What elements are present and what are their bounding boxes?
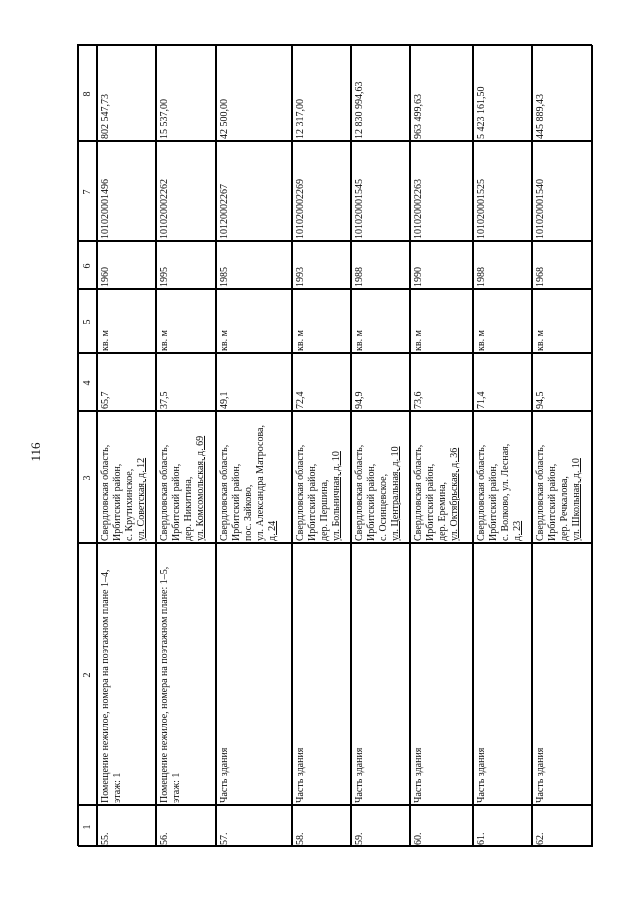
table-cell-unit [351, 289, 410, 353]
address-text [219, 415, 291, 541]
table-cell-area [351, 353, 410, 411]
address-text [413, 415, 472, 541]
table-cell-inventory-number [216, 141, 292, 241]
table-cell-year-built [156, 241, 216, 289]
header-cell-2 [78, 543, 97, 805]
address-line: с. Крутихинское, [124, 468, 135, 541]
header-cell-4 [78, 353, 97, 411]
table-cell-year-built [216, 241, 292, 289]
unit-text: кв. м [159, 330, 170, 351]
table-cell-inventory-number [473, 141, 532, 241]
area-text: 37,5 [159, 391, 170, 409]
object-name-text: Помещение нежилое, номера на поэтажном плане 1–4, этаж: 1 [100, 569, 123, 803]
table-cell-object-name [292, 543, 351, 805]
table-cell-book-value [216, 45, 292, 141]
inventory-number-text: 101020002263 [413, 179, 424, 239]
address-line: ул. Центральная, д. 10 [390, 446, 401, 541]
year-built-text: 1995 [159, 267, 170, 287]
area-text: 65,7 [100, 391, 111, 409]
table-cell-object-name [532, 543, 593, 805]
book-value-text: 12 830 994,63 [354, 81, 365, 139]
table-cell-area [216, 353, 292, 411]
table-cell-inventory-number [292, 141, 351, 241]
table-cell-area [292, 353, 351, 411]
address-text [535, 415, 592, 541]
address-line: Свердловская область, [413, 444, 424, 541]
address-line: Ирбитский район, [231, 463, 242, 541]
table-cell-area [97, 353, 156, 411]
address-line: Ирбитский район, [171, 463, 182, 541]
row-number-text: 56. [159, 832, 170, 845]
unit-text: кв. м [219, 330, 230, 351]
table-cell-address [532, 411, 593, 543]
book-value-text: 42 500,00 [219, 99, 230, 139]
area-text: 71,4 [476, 391, 487, 409]
header-label: 8 [82, 91, 93, 97]
table-cell-area [156, 353, 216, 411]
table-cell-address [351, 411, 410, 543]
row-number-text: 55. [100, 832, 111, 845]
table-cell-year-built [410, 241, 473, 289]
page-number: 116 [28, 442, 43, 462]
property-table [77, 44, 592, 846]
address-line: дер. Еремина, [437, 481, 448, 541]
header-cell-6 [78, 241, 97, 289]
row-number-text: 60. [413, 832, 424, 845]
object-name-text: Часть здания [219, 747, 230, 803]
table-cell-unit [216, 289, 292, 353]
header-label: 1 [82, 824, 93, 830]
inventory-number-text: 101020001545 [354, 179, 365, 239]
book-value-text: 802 547,73 [100, 94, 111, 139]
table-cell-object-name [216, 543, 292, 805]
object-name-text: Часть здания [295, 747, 306, 803]
address-line: дер. Першина, [319, 479, 330, 541]
header-label: 3 [82, 475, 93, 481]
address-line: Ирбитский район, [112, 463, 123, 541]
table-cell-row-number [410, 805, 473, 847]
header-label: 6 [82, 263, 93, 269]
address-line: Ирбитский район, [366, 463, 377, 541]
table-cell-inventory-number [532, 141, 593, 241]
row-number-text: 57. [219, 832, 230, 845]
unit-text: кв. м [535, 330, 546, 351]
unit-text: кв. м [354, 330, 365, 351]
row-number-text: 59. [354, 832, 365, 845]
row-number-text: 58. [295, 832, 306, 845]
book-value-text: 963 499,63 [413, 94, 424, 139]
address-line: ул. Советская, д. 12 [136, 457, 147, 541]
year-built-text: 1988 [354, 267, 365, 287]
address-line: д. 23 [512, 520, 523, 541]
address-line: Свердловская область, [476, 444, 487, 541]
object-name-text: Помещение нежилое, номера на поэтажном плане: 1–5, этаж: 1 [159, 566, 182, 803]
table-cell-book-value [97, 45, 156, 141]
inventory-number-text: 101020001525 [476, 179, 487, 239]
book-value-text: 5 423 161,50 [476, 86, 487, 139]
book-value-text: 12 317,00 [295, 99, 306, 139]
table-cell-unit [97, 289, 156, 353]
address-line: Ирбитский район, [425, 463, 436, 541]
table-cell-inventory-number [97, 141, 156, 241]
table-cell-book-value [532, 45, 593, 141]
table-cell-row-number [292, 805, 351, 847]
address-line: Свердловская область, [159, 444, 170, 541]
year-built-text: 1988 [476, 267, 487, 287]
table-cell-book-value [292, 45, 351, 141]
table-cell-unit [156, 289, 216, 353]
table-cell-book-value [156, 45, 216, 141]
address-text [295, 415, 350, 541]
table-cell-book-value [351, 45, 410, 141]
unit-text: кв. м [476, 330, 487, 351]
header-cell-1 [78, 805, 97, 847]
address-line: с. Волково, ул. Лесная, [500, 443, 511, 541]
table-cell-object-name [351, 543, 410, 805]
table-cell-row-number [351, 805, 410, 847]
address-line: ул. Александра Матросова, [255, 425, 266, 541]
address-text [354, 415, 409, 541]
header-label: 2 [82, 672, 93, 678]
header-cell-7 [78, 141, 97, 241]
address-text [159, 415, 215, 541]
inventory-number-text: 101020002262 [159, 179, 170, 239]
area-text: 72,4 [295, 391, 306, 409]
inventory-number-text: 10120002267 [219, 184, 230, 239]
table-cell-address [292, 411, 351, 543]
table-cell-inventory-number [410, 141, 473, 241]
book-value-text: 445 889,43 [535, 94, 546, 139]
table-cell-unit [532, 289, 593, 353]
area-text: 94,9 [354, 391, 365, 409]
address-text [476, 415, 531, 541]
table-cell-year-built [351, 241, 410, 289]
address-line: Свердловская область, [535, 444, 546, 541]
address-line: Ирбитский район, [488, 463, 499, 541]
address-text [100, 415, 155, 541]
header-label: 4 [82, 380, 93, 386]
area-text: 49,1 [219, 391, 230, 409]
inventory-number-text: 101020002269 [295, 179, 306, 239]
address-line: ул. Октябрьская, д. 36 [449, 447, 460, 541]
address-line: ул. Больничная, д. 10 [331, 451, 342, 541]
table-cell-area [473, 353, 532, 411]
table-cell-address [97, 411, 156, 543]
table-cell-area [532, 353, 593, 411]
table-cell-address [473, 411, 532, 543]
table-cell-address [156, 411, 216, 543]
table-cell-row-number [156, 805, 216, 847]
table-cell-unit [473, 289, 532, 353]
unit-text: кв. м [295, 330, 306, 351]
table-cell-year-built [532, 241, 593, 289]
table-cell-inventory-number [156, 141, 216, 241]
year-built-text: 1960 [100, 267, 111, 287]
unit-text: кв. м [413, 330, 424, 351]
address-line: Свердловская область, [219, 444, 230, 541]
area-text: 94,5 [535, 391, 546, 409]
area-text: 73,6 [413, 391, 424, 409]
header-cell-8 [78, 45, 97, 141]
header-cell-3 [78, 411, 97, 543]
table-cell-object-name [156, 543, 216, 805]
table-cell-address [410, 411, 473, 543]
header-label: 5 [82, 319, 93, 325]
table-cell-book-value [410, 45, 473, 141]
year-built-text: 1968 [535, 267, 546, 287]
table-cell-unit [292, 289, 351, 353]
object-name-text: Часть здания [354, 747, 365, 803]
year-built-text: 1985 [219, 267, 230, 287]
object-name-text: Часть здания [413, 747, 424, 803]
header-label: 7 [82, 189, 93, 195]
address-line: д. 24 [267, 520, 278, 541]
object-name-text: Часть здания [476, 747, 487, 803]
table-cell-object-name [410, 543, 473, 805]
year-built-text: 1993 [295, 267, 306, 287]
table-cell-row-number [532, 805, 593, 847]
address-line: Ирбитский район, [547, 463, 558, 541]
unit-text: кв. м [100, 330, 111, 351]
table-cell-address [216, 411, 292, 543]
table-cell-object-name [473, 543, 532, 805]
table-cell-object-name [97, 543, 156, 805]
table-cell-book-value [473, 45, 532, 141]
row-number-text: 62. [535, 832, 546, 845]
table-cell-row-number [97, 805, 156, 847]
book-value-text: 15 537,00 [159, 99, 170, 139]
table-cell-row-number [216, 805, 292, 847]
table-cell-area [410, 353, 473, 411]
table-cell-unit [410, 289, 473, 353]
row-number-text: 61. [476, 832, 487, 845]
address-line: Свердловская область, [295, 444, 306, 541]
table-cell-row-number [473, 805, 532, 847]
inventory-number-text: 101020001496 [100, 179, 111, 239]
table-cell-year-built [473, 241, 532, 289]
table-cell-year-built [97, 241, 156, 289]
table-cell-year-built [292, 241, 351, 289]
table-cell-inventory-number [351, 141, 410, 241]
header-cell-5 [78, 289, 97, 353]
address-line: пос. Зайково, [243, 484, 254, 541]
inventory-number-text: 101020001540 [535, 179, 546, 239]
address-line: Ирбитский район, [307, 463, 318, 541]
address-line: Свердловская область, [100, 444, 111, 541]
address-line: дер. Никитина, [183, 476, 194, 541]
address-line: ул. Комсомольская, д. 69 [195, 435, 206, 541]
year-built-text: 1990 [413, 267, 424, 287]
address-line: ул. Школьная, д. 10 [571, 458, 582, 541]
address-line: дер. Речкалова, [559, 476, 570, 541]
object-name-text: Часть здания [535, 747, 546, 803]
address-line: Свердловская область, [354, 444, 365, 541]
address-line: с. Осинцевское, [378, 473, 389, 541]
